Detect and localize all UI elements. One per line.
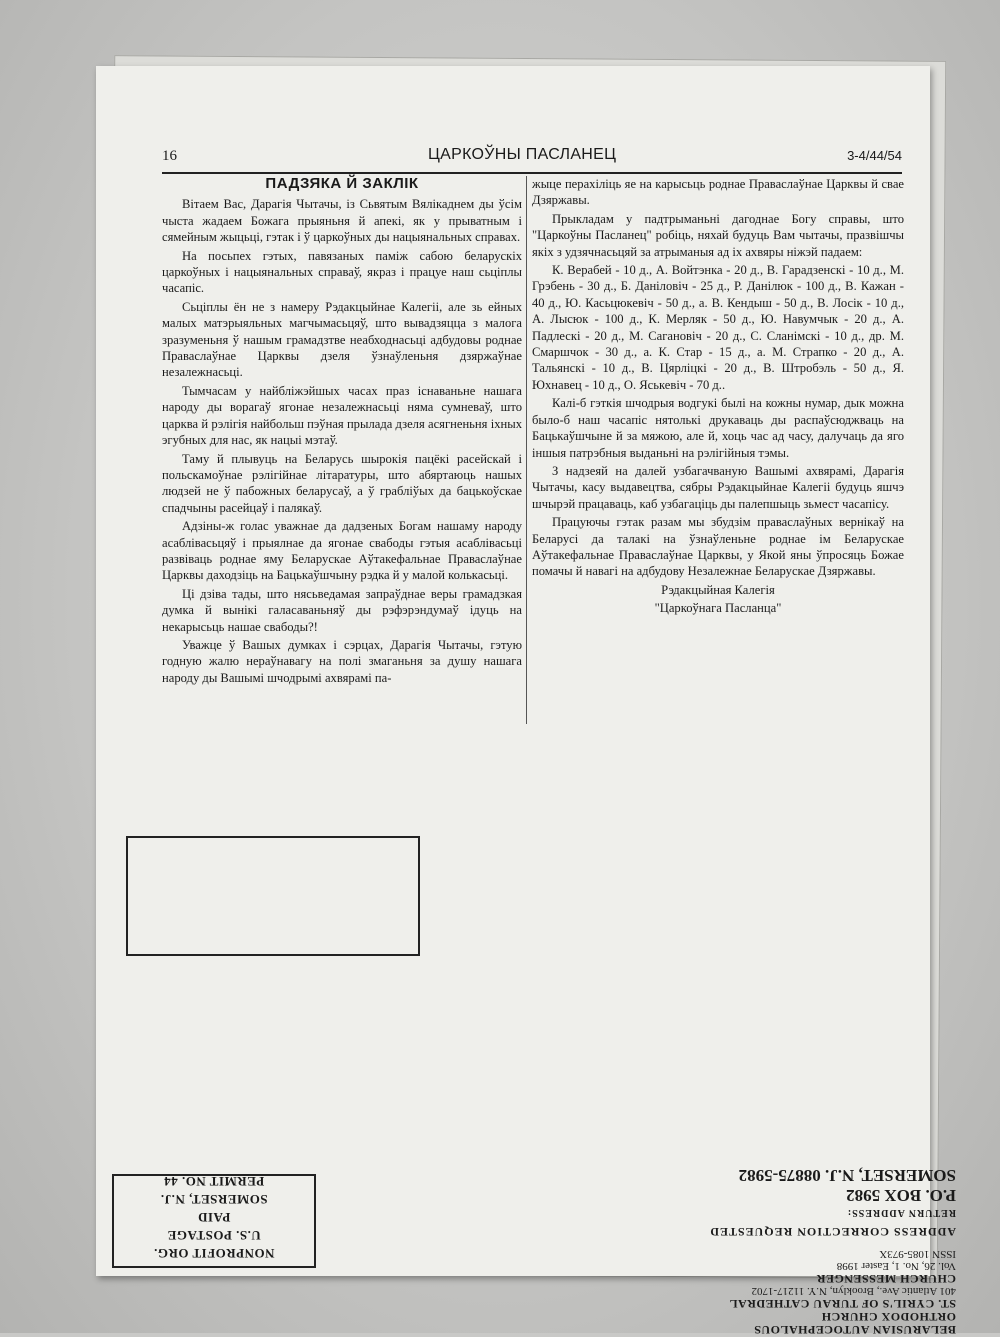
newsletter-page bbox=[96, 66, 956, 1337]
article-column-left bbox=[162, 176, 522, 688]
address-label-box bbox=[126, 836, 420, 956]
permit-line: U.S. POSTAGE bbox=[167, 1228, 261, 1243]
return-address-label: RETURN ADDRESS: bbox=[846, 1207, 956, 1218]
paragraph: З надзеяй на далей узбагачваную Вашымі ахвярамі, Дарагія Чытачы, касу выдавецтва, сябры Рэдакцыйнае Калегіі будуць яшчэ шчырэй працаваць, каб узбагаціць ды палепшыць зьмест часапісу. bbox=[532, 463, 904, 511]
permit-line: SOMERSET, N.J. bbox=[160, 1192, 268, 1207]
po-box: P.O. BOX 5982 bbox=[846, 1186, 956, 1205]
paragraph: Ці дзіва тады, што нясьведамая запраўднае веры грамадзкая думка й вынікі галасаваньняў ды рэфэрэндумаў ідуць на некарысьць нашае свабоды?! bbox=[162, 586, 522, 634]
paragraph: жыце перахіліць яе на карысьць роднае Праваслаўнае Царквы й свае Дзяржавы. bbox=[532, 177, 904, 208]
publication-name: CHURCH MESSENGER bbox=[816, 1272, 956, 1286]
paragraph: Працуючы гэтак разам мы збудзім праваслаўных вернікаў на Беларусі да талакі на ўзнаўленьне роднае ім Беларускае Аўтакефальнае Праваслаўнае Царквы, у Якой яны ўпросяць Божае помачы й навагі на адбудову Незалежнае Беларускае Дзяржавы. bbox=[532, 515, 904, 579]
paragraph: Прыкладам у падтрыманьні дагоднае Богу справы, што "Царкоўны Пасланец" робіць, няхай будуць Вам чытачы, празвішчы якіх з удзячнасьцяй за атрыманыя ад іх ахвяры ніжэй падаем: bbox=[532, 211, 904, 259]
paragraph: Адзіны-ж голас уважнае да дадзеных Богам нашаму народу асаблівасьцяў і прыялнае да ягонае свабоды гэтыя асаблівасьці развіваць роднае яму Беларускае Аўтакефальнае Праваслаўнае Царквы даходзіць на Бацькаўшчыну рэдка й у малой колькасьці. bbox=[162, 519, 522, 583]
org-line: ST. CYRIL'S OF TURAU CATHEDRAL bbox=[729, 1297, 956, 1311]
org-line: ORTHODOX CHURCH bbox=[821, 1310, 956, 1324]
signature-line-2: "Царкоўнага Пасланца" bbox=[654, 601, 782, 616]
column-divider bbox=[526, 176, 527, 724]
article-column-right bbox=[532, 176, 904, 617]
page-number: 16 bbox=[162, 148, 177, 164]
postage-permit-box bbox=[112, 1174, 316, 1268]
permit-line: NONPROFIT ORG. bbox=[153, 1246, 275, 1261]
issue-number: 3-4/44/54 bbox=[847, 148, 902, 163]
publication-title: ЦАРКОЎНЫ ПАСЛАНЕЦ bbox=[428, 146, 617, 163]
paragraph: Таму й плывуць на Беларусь шырокія пацёкі расейскай і польскамоўнае рэлігійнае літаратуры, што абяртаюць нашых людзей не ў пабожных беларусаў, а ў грабліўых да бацькоўскае спадчыны расейцаў і палякаў. bbox=[162, 451, 522, 515]
article-title: ПАДЗЯКА Й ЗАКЛІК bbox=[265, 175, 419, 192]
page-header bbox=[162, 146, 902, 174]
signature-line-1: Рэдакцыйная Калегія bbox=[661, 582, 775, 597]
return-address-block bbox=[636, 1096, 956, 1336]
address-correction: ADDRESS CORRECTION REQUESTED bbox=[709, 1225, 956, 1239]
paragraph: Вітаем Вас, Дарагія Чытачы, із Сьвятым Вялікаднем ды ўсім чыста жадаем Божага прыяньня й апекі, як у прыватным і сямейным жыцьці, гэтак і ў царкоўных ды нацыянальных справах. bbox=[162, 197, 522, 245]
org-address: 401 Atlantic Ave., Brooklyn, N.Y. 11217-1702 bbox=[751, 1285, 956, 1297]
return-city: SOMERSET, N.J. 08875-5982 bbox=[738, 1166, 956, 1185]
donor-list: К. Верабей - 10 д., А. Войтэнка - 20 д., В. Гарадзенскі - 10 д., М. Грэбень - 30 д., Б. Даніловіч - 25 д., Р. Данілюк - 100 д., В. Кажан - 40 д., Ю. Касьцюкевіч - 50 д., а. В. Кендыш - 50 д., В. Лосік - 10 д., А. Лысюк - 100 д., К. Мерляк - 50 д., Ю. Навумчык - 20 д., А. Падлескі - 20 д., М. Сагановіч - 20 д., С. Сланімскі - 10 д., др. М. Смаршчок - 30 д., а. К. Стар - 15 д., а. М. Страпко - 20 д., А. Тальянскі - 10 д., В. Цярліцкі - 20 д., В. Штробэль - 50 д., Я. Юхнавец - 10 д., О. Яськевіч - 70 д.. bbox=[532, 263, 904, 392]
volume-info: Vol. 26, No. 1, Easter 1998 bbox=[836, 1260, 956, 1272]
paragraph: Калі-б гэткія шчодрыя водгукі былі на кожны нумар, дык можна было-б наш часапіс нятолькі друкаваць ды распаўсюджваць на Бацькаўшчыне й за мяжою, але й, хоць час ад часу, далучаць да яго іншыя патрэбныя выданьні на рэлігійныя тэмы. bbox=[532, 396, 904, 460]
permit-line: PERMIT NO. 44 bbox=[163, 1174, 265, 1189]
paragraph: Тымчасам у найбліжэйшых часах праз існаваньне нашага народу ды ворагаў ягонае незалежнасьці няма сумневаў, што царква й рэлігія найбольш пэўная прылада дзеля асягненьня іхных эгубных для нас, як нацыі мэтаў. bbox=[162, 383, 522, 448]
paragraph: Уважце ў Вашых думках і сэрцах, Дарагія Чытачы, гэтую годную жалю нераўнавагу на полі змаганьня за душу нашага народу ды Вашымі шчодрымі ахвярамі па- bbox=[162, 637, 522, 685]
issn: ISSN 1085-973X bbox=[879, 1248, 956, 1260]
org-line: BELARUSIAN AUTOCEPHALOUS bbox=[753, 1323, 956, 1337]
permit-line: PAID bbox=[197, 1210, 231, 1225]
paragraph: На посьпех гэтых, павязаных паміж сабою беларускіх царкоўных і нацыянальных справаў, якраз і працуе наш сьціплы часапіс. bbox=[162, 248, 522, 296]
paragraph: Сьціплы ён не з намеру Рэдакцыйнае Калегіі, але зь ейных малых матэрыяльных магчымасьцяў, што вывадзяцца з малога зразуменьня ў нашым грамадзтве неабходнасьці адбудовы роднае Праваслаўнае Царквы дзеля ўзнаўленьня дзяржаўнае незалежнасьці. bbox=[162, 299, 522, 380]
